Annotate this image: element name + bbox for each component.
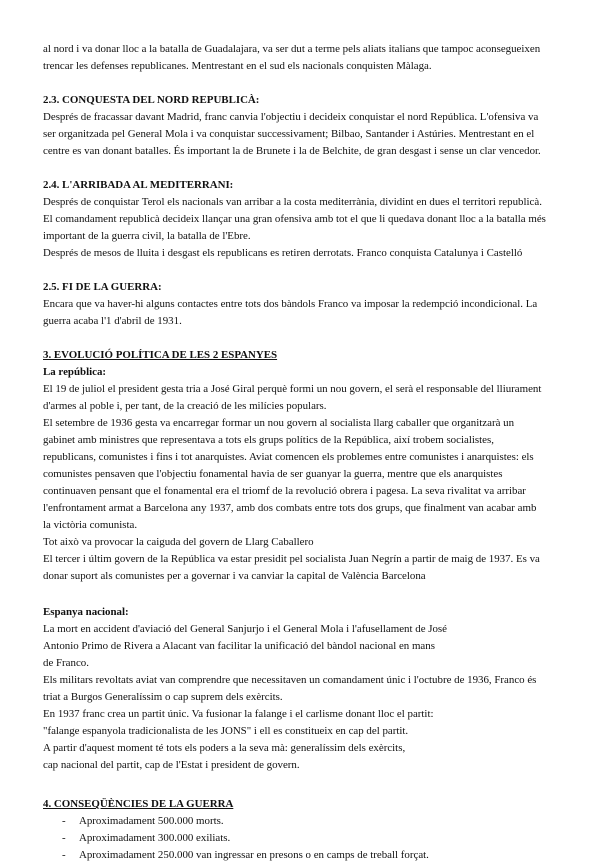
paragraph-line: El setembre de 1936 gesta va encarregar formar un nou govern al socialista llarg caballer que organitzarà un [43, 417, 515, 429]
bullet-dash: - [62, 832, 66, 844]
paragraph-line: "falange espanyola tradicionalista de les JONS" i ell es constitueix en cap del partit. [43, 725, 409, 737]
section-heading-arribada-mediterrani: 2.4. L'ARRIBADA AL MEDITERRANI: [43, 179, 234, 191]
subheading-espanya-nacional: Espanya nacional: [43, 606, 129, 618]
paragraph-line: ser organitzada pel General Mola i va conquistar successivament; Bilbao, Santander i Astúries. Mentrestant en el [43, 128, 535, 140]
list-item-text: Aproximadament 250.000 van ingressar en presons o en camps de treball forçat. [79, 849, 429, 861]
paragraph-line: cap nacional del partit, cap de l'Estat i president de govern. [43, 759, 300, 771]
paragraph-line: El 19 de juliol el president gesta tria a José Giral perquè formi un nou govern, el serà el responsable del lliurament [43, 383, 542, 395]
section-heading-evolucio-politica: 3. EVOLUCIÓ POLÍTICA DE LES 2 ESPANYES [43, 349, 278, 361]
bullet-dash: - [62, 815, 66, 827]
paragraph-line: Encara que va haver-hi alguns contactes entre tots dos bàndols Franco va imposar la redempció incondicional. La [43, 298, 538, 310]
paragraph-line: En 1937 franc crea un partit únic. Va fusionar la falange i el carlisme donant lloc el partit: [43, 708, 434, 720]
paragraph-line: Després de fracassar davant Madrid, franc canvia l'objectiu i decideix conquistar el nord República. L'ofensiva va [43, 111, 539, 123]
paragraph-line: important de la guerra civil, la batalla de l'Ebre. [43, 230, 251, 242]
paragraph-line: gabinet amb ministres que representava a tots els grups polítics de la República, així trobem socialistes, [43, 434, 494, 446]
paragraph-line: de Franco. [43, 657, 89, 669]
paragraph-line: El comandament republicà decideix llançar una gran ofensiva amb tot el que li quedava donant lloc a la batalla més [43, 213, 546, 225]
section-heading-consequencies: 4. CONSEQÜÈNCIES DE LA GUERRA [43, 798, 234, 810]
paragraph-line: triat a Burgos Generalíssim o cap suprem dels exèrcits. [43, 691, 283, 703]
list-item [43, 847, 557, 864]
paragraph-line: Els militars revoltats aviat van comprendre que necessitaven un comandament únic i l'octubre de 1936, Franco és [43, 674, 537, 686]
subheading-republica: La república: [43, 366, 107, 378]
list-item [43, 830, 557, 847]
paragraph-line: continuaven pensant que el fonamental era el triomf de la revolució obrera i pagesa. La seva rivalitat va arribar [43, 485, 526, 497]
bullet-dash: - [62, 849, 66, 861]
paragraph-line: Després de mesos de lluita i desgast els republicans es retiren derrotats. Franco conquista Catalunya i Castelló [43, 247, 523, 259]
paragraph-line: Tot això va provocar la caiguda del govern de Llarg Caballero [43, 536, 314, 548]
consequences-list [43, 813, 557, 864]
intro-line: al nord i va donar lloc a la batalla de Guadalajara, va ser dut a terme pels aliats italians que tampoc aconsegueixen [43, 43, 541, 55]
paragraph-line: l'enfrontament armat a Barcelona any 1937, amb dos combats entre tots dos grups, que finalment van acabar amb [43, 502, 537, 514]
paragraph-line: comunistes pensaven que l'objectiu fonamental havia de ser guanyar la guerra, mentre que els anarquistes [43, 468, 503, 480]
paragraph-line: centre es van donant batalles. És important la de Brunete i la de Belchite, de gran desgast i sense un clar vencedor. [43, 145, 541, 157]
paragraph-line: donar suport als comunistes per a governar i va canviar la capital de València Barcelona [43, 570, 426, 582]
section-heading-fi-guerra: 2.5. FI DE LA GUERRA: [43, 281, 162, 293]
list-item [43, 813, 557, 830]
paragraph-line: El tercer i últim govern de la República va estar presidit pel socialista Juan Negrín a partir de maig de 1937. Es va [43, 553, 540, 565]
intro-line: trencar les defenses republicanes. Mentrestant en el sud els nacionals conquisten Màlaga. [43, 60, 432, 72]
paragraph-line: Després de conquistar Terol els nacionals van arribar a la costa mediterrània, dividint en dues el territori republicà. [43, 196, 542, 208]
section-heading-conquesta-nord: 2.3. CONQUESTA DEL NORD REPUBLICÀ: [43, 94, 260, 106]
list-item-text: Aproximadament 300.000 exiliats. [79, 832, 231, 844]
paragraph-line: La mort en accident d'aviació del General Sanjurjo i el General Mola i l'afusellament de José [43, 623, 448, 635]
paragraph-line: Antonio Primo de Rivera a Alacant van facilitar la unificació del bàndol nacional en mans [43, 640, 435, 652]
paragraph-line: republicans, comunistes i fins i tot anarquistes. Aviat comencen els problemes entre comunistes i anarquistes: els [43, 451, 534, 463]
paragraph-line: A partir d'aquest moment té tots els poders a la seva mà: generalíssim dels exèrcits, [43, 742, 406, 754]
paragraph-line: guerra acaba l'1 d'abril de 1931. [43, 315, 182, 327]
paragraph-line: la victòria comunista. [43, 519, 138, 531]
paragraph-line: d'armes al poble i, per tant, de la creació de les milícies populars. [43, 400, 327, 412]
list-item-text: Aproximadament 500.000 morts. [79, 815, 224, 827]
